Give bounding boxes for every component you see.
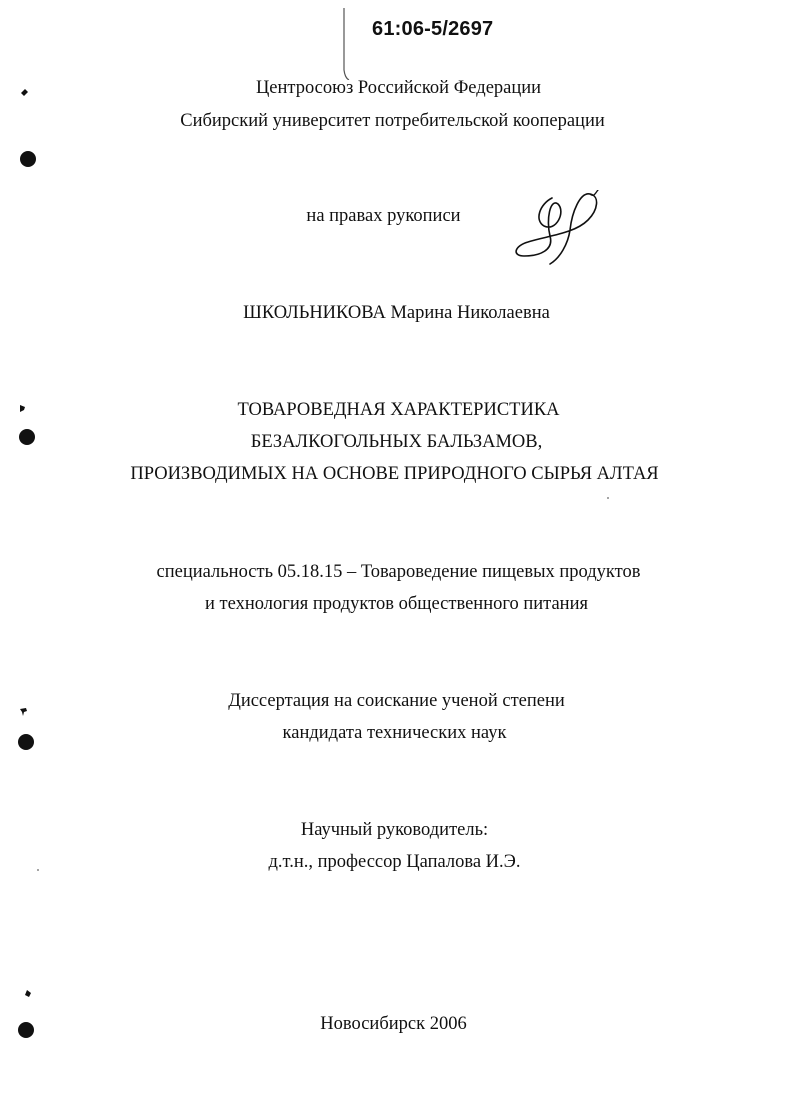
binding-hole-icon	[18, 1022, 34, 1038]
title-line-1: ТОВАРОВЕДНАЯ ХАРАКТЕРИСТИКА	[237, 400, 560, 420]
specialty-line-1: специальность 05.18.15 – Товароведение пищевых продуктов	[156, 562, 641, 582]
organization-name: Центросоюз Российской Федерации	[255, 78, 542, 98]
degree-line-1: Диссертация на соискание ученой степени	[228, 691, 565, 711]
binding-hole-icon	[18, 734, 34, 750]
archive-stamp-code: 61:06-5/2697	[372, 18, 494, 40]
binding-hole-icon	[20, 151, 36, 167]
author-name: ШКОЛЬНИКОВА Марина Николаевна	[243, 303, 550, 323]
binding-hole-icon	[19, 429, 35, 445]
specialty-line-2: и технология продуктов общественного питания	[205, 594, 588, 614]
degree-line-2: кандидата технических наук	[282, 723, 507, 743]
scan-speck	[607, 497, 609, 499]
binding-tick-icon	[18, 404, 27, 413]
stamp-line-mark	[340, 8, 352, 80]
title-line-2: БЕЗАЛКОГОЛЬНЫХ БАЛЬЗАМОВ,	[250, 432, 543, 452]
advisor-name: д.т.н., профессор Цапалова И.Э.	[268, 852, 521, 872]
advisor-label: Научный руководитель:	[300, 820, 489, 840]
scan-speck	[37, 869, 39, 871]
university-name: Сибирский университет потребительской кооперации	[180, 111, 605, 131]
title-line-3: ПРОИЗВОДИМЫХ НА ОСНОВЕ ПРИРОДНОГО СЫРЬЯ АЛТАЯ	[130, 464, 659, 484]
signature-icon	[510, 190, 606, 268]
city-year: Новосибирск 2006	[320, 1014, 467, 1034]
manuscript-note: на правах рукописи	[306, 206, 461, 226]
binding-tick-icon	[20, 88, 29, 97]
binding-tick-icon	[19, 707, 28, 716]
binding-tick-icon	[24, 989, 33, 998]
